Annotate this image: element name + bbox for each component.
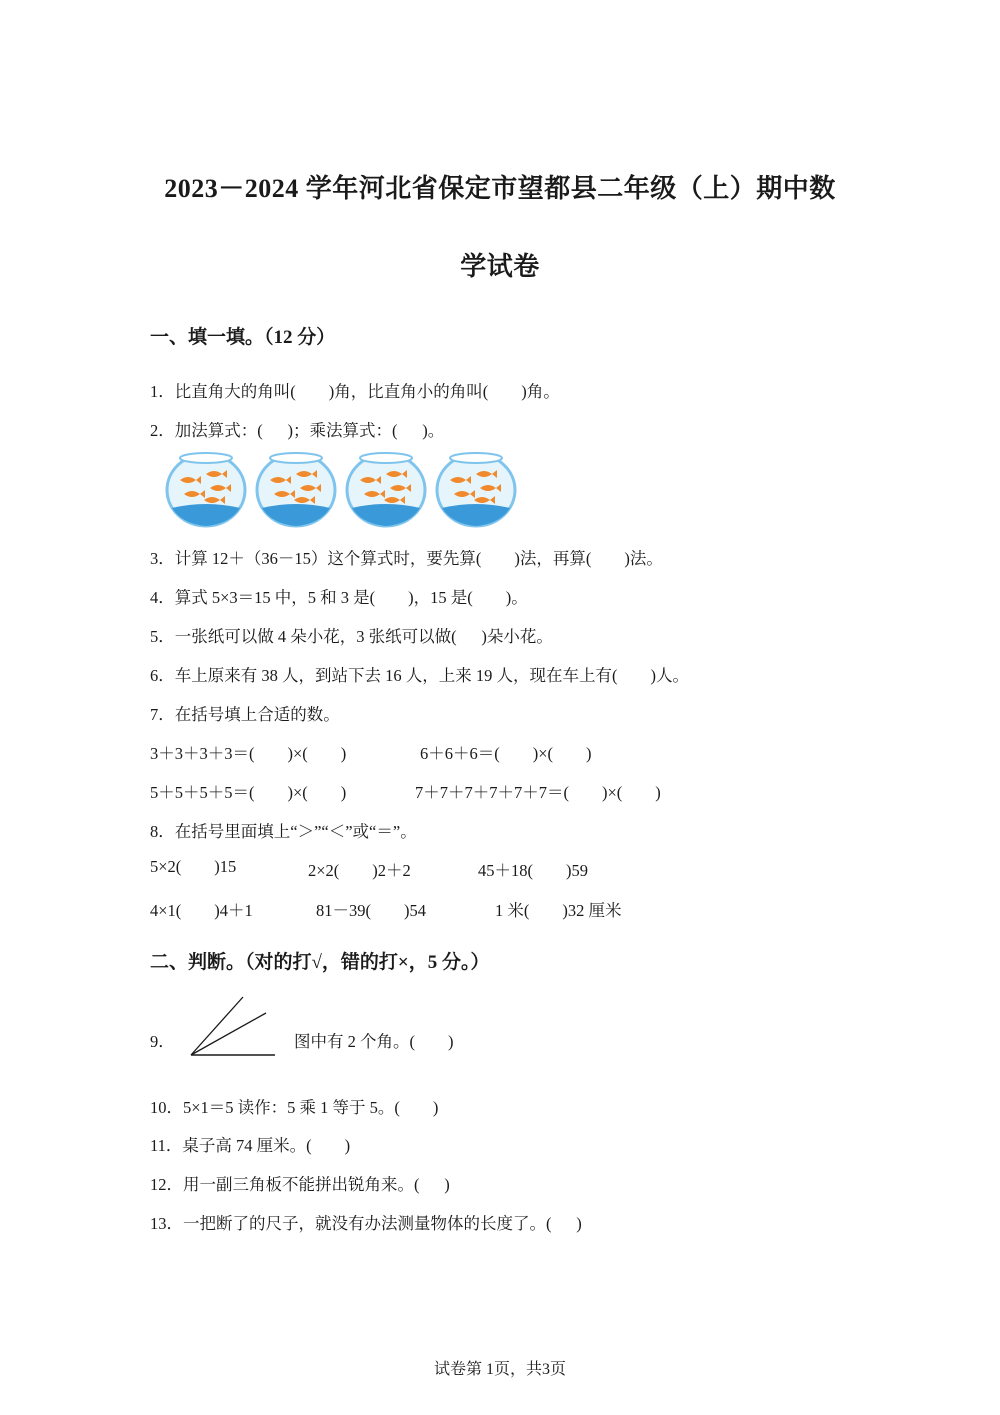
page-footer: 试卷第 1页，共3页: [433, 1361, 566, 1378]
question-4: 4．算式 5×3＝15 中，5 和 3 是( )，15 是( )。: [150, 588, 528, 607]
q7-item: 5＋5＋5＋5＝( )×( ): [150, 783, 347, 802]
question-9-number: 9．: [150, 1032, 175, 1051]
question-7: 7．在括号填上合适的数。: [150, 705, 340, 724]
q8-item: 1 米( )32 厘米: [495, 901, 622, 920]
fishbowls-image: [163, 448, 523, 528]
q8-item: 81－39( )54: [316, 901, 426, 920]
q8-item: 45＋18( )59: [478, 861, 588, 880]
q7-item: 3＋3＋3＋3＝( )×( ): [150, 744, 347, 763]
question-13: 13．一把断了的尺子，就没有办法测量物体的长度了。( ): [150, 1214, 582, 1233]
q8-item: 2×2( )2＋2: [308, 861, 411, 880]
question-9-text: 图中有 2 个角。( ): [294, 1032, 454, 1051]
angle-figure: [186, 993, 278, 1064]
question-5: 5．一张纸可以做 4 朵小花，3 张纸可以做( )朵小花。: [150, 627, 553, 646]
question-1: 1．比直角大的角叫( )角，比直角小的角叫( )角。: [150, 382, 560, 401]
q8-item: 4×1( )4＋1: [150, 901, 253, 920]
question-8: 8．在括号里面填上“＞”“＜”或“＝”。: [150, 822, 417, 841]
q7-item: 7＋7＋7＋7＋7＋7＝( )×( ): [415, 783, 661, 802]
q7-item: 6＋6＋6＝( )×( ): [420, 744, 592, 763]
section1-heading: 一、填一填。（12 分）: [150, 327, 336, 348]
question-10: 10．5×1＝5 读作：5 乘 1 等于 5。( ): [150, 1098, 439, 1117]
page-title-line1: 2023－2024 学年河北省保定市望都县二年级（上）期中数: [164, 174, 836, 203]
fishbowl-icon: [163, 448, 523, 528]
question-2: 2．加法算式：( )；乘法算式：( )。: [150, 421, 445, 440]
section2-heading: 二、判断。（对的打√，错的打×，5 分。）: [150, 952, 490, 973]
question-12: 12．用一副三角板不能拼出锐角来。( ): [150, 1175, 450, 1194]
question-6: 6．车上原来有 38 人，到站下去 16 人，上来 19 人，现在车上有( )人。: [150, 666, 689, 685]
question-3: 3．计算 12＋（36－15）这个算式时，要先算( )法，再算( )法。: [150, 549, 663, 568]
question-11: 11．桌子高 74 厘米。( ): [150, 1136, 351, 1155]
q8-item: 5×2( )15: [150, 857, 237, 876]
page-title-line2: 学试卷: [460, 252, 540, 281]
